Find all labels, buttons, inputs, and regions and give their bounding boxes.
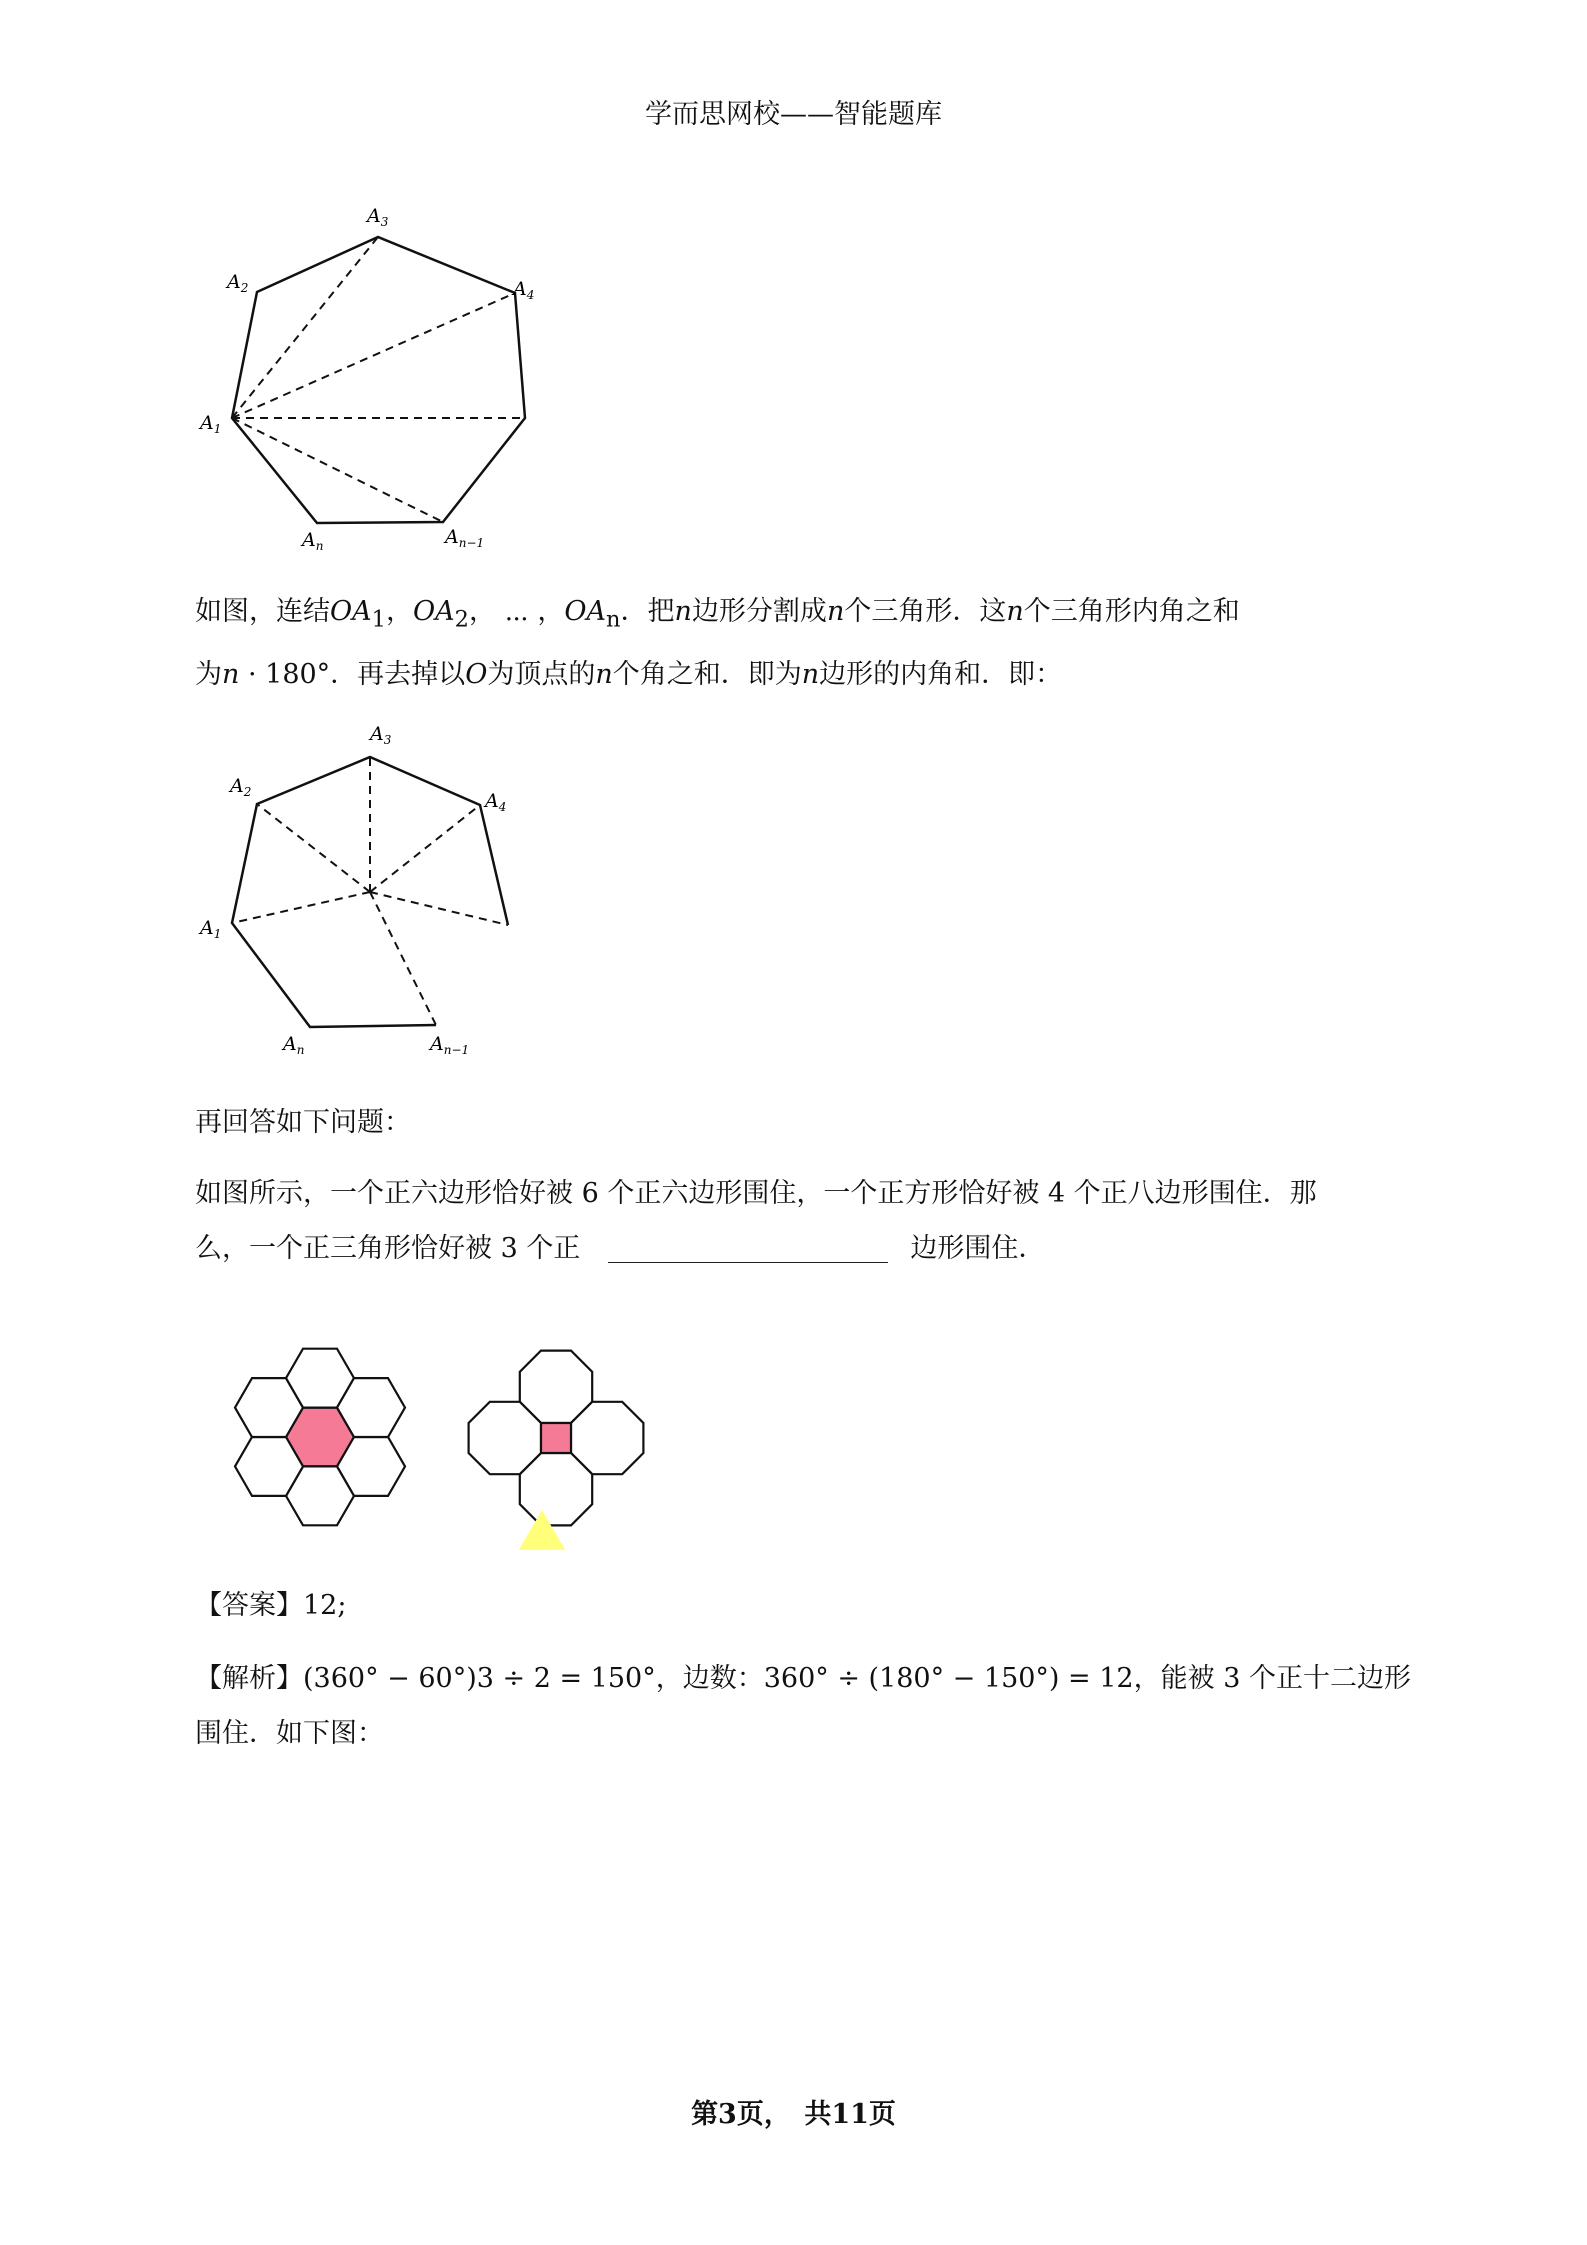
figure-polygon-diagonals — [190, 200, 570, 560]
figure-polygon-center — [190, 720, 570, 1070]
paragraph-line-1: 如图，连结$OA_1$，$OA_2$， ⋯ ，$OA_n$．把n边形分割成n个三角形．这n个三角形内角之和 — [195, 596, 1240, 633]
paragraph-prompt: 再回答如下问题： — [195, 1107, 411, 1138]
label-an-1: $A_{n-1}$ — [430, 1033, 470, 1057]
label-an: $A_n$ — [302, 529, 324, 553]
page-header: 学而思网校——智能题库 — [645, 99, 942, 130]
question-text — [195, 1166, 1405, 1276]
label-a3: $A_3$ — [367, 205, 389, 229]
answer-blank[interactable] — [608, 1228, 888, 1263]
center-square — [541, 1423, 571, 1453]
label-a1: $A_1$ — [200, 917, 222, 941]
analysis-line-2: 围住．如下图： — [195, 1718, 384, 1749]
paragraph-explanation — [195, 584, 1405, 702]
hexagon-ring — [235, 1349, 405, 1526]
analysis-line-1: 【解析】(360° − 60°)3 ÷ 2 = 150°，边数：360° ÷ (180° − 150°) = 12，能被 3 个正十二边形 — [195, 1663, 1411, 1694]
paragraph-line-2: 为n · 180°．再去掉以O为顶点的n个角之和．即为n边形的内角和．即： — [195, 659, 1063, 691]
label-a4: $A_4$ — [513, 278, 535, 302]
figure-tilings — [200, 1320, 820, 1550]
label-a1: $A_1$ — [200, 412, 222, 436]
answer-label: 【答案】 — [195, 1590, 303, 1621]
question-line-2: 么，一个正三角形恰好被 3 个正 边形围住． — [195, 1221, 1405, 1276]
label-a4: $A_4$ — [485, 790, 507, 814]
octagon-ring — [469, 1351, 644, 1526]
label-a2: $A_2$ — [227, 271, 249, 295]
analysis-block — [195, 1651, 1411, 1761]
answer-line — [195, 1578, 1405, 1633]
surrounding-octagon — [469, 1402, 541, 1474]
page-footer: 第3页， 共11页 — [691, 2099, 896, 2130]
label-an-1: $A_{n-1}$ — [445, 526, 485, 550]
label-a2: $A_2$ — [230, 775, 252, 799]
label-an: $A_n$ — [283, 1033, 305, 1057]
answer-value: 12; — [303, 1590, 347, 1621]
question-line-1: 如图所示，一个正六边形恰好被 6 个正六边形围住，一个正方形恰好被 4 个正八边形围住．那 — [195, 1178, 1317, 1209]
label-a3: $A_3$ — [370, 723, 392, 747]
